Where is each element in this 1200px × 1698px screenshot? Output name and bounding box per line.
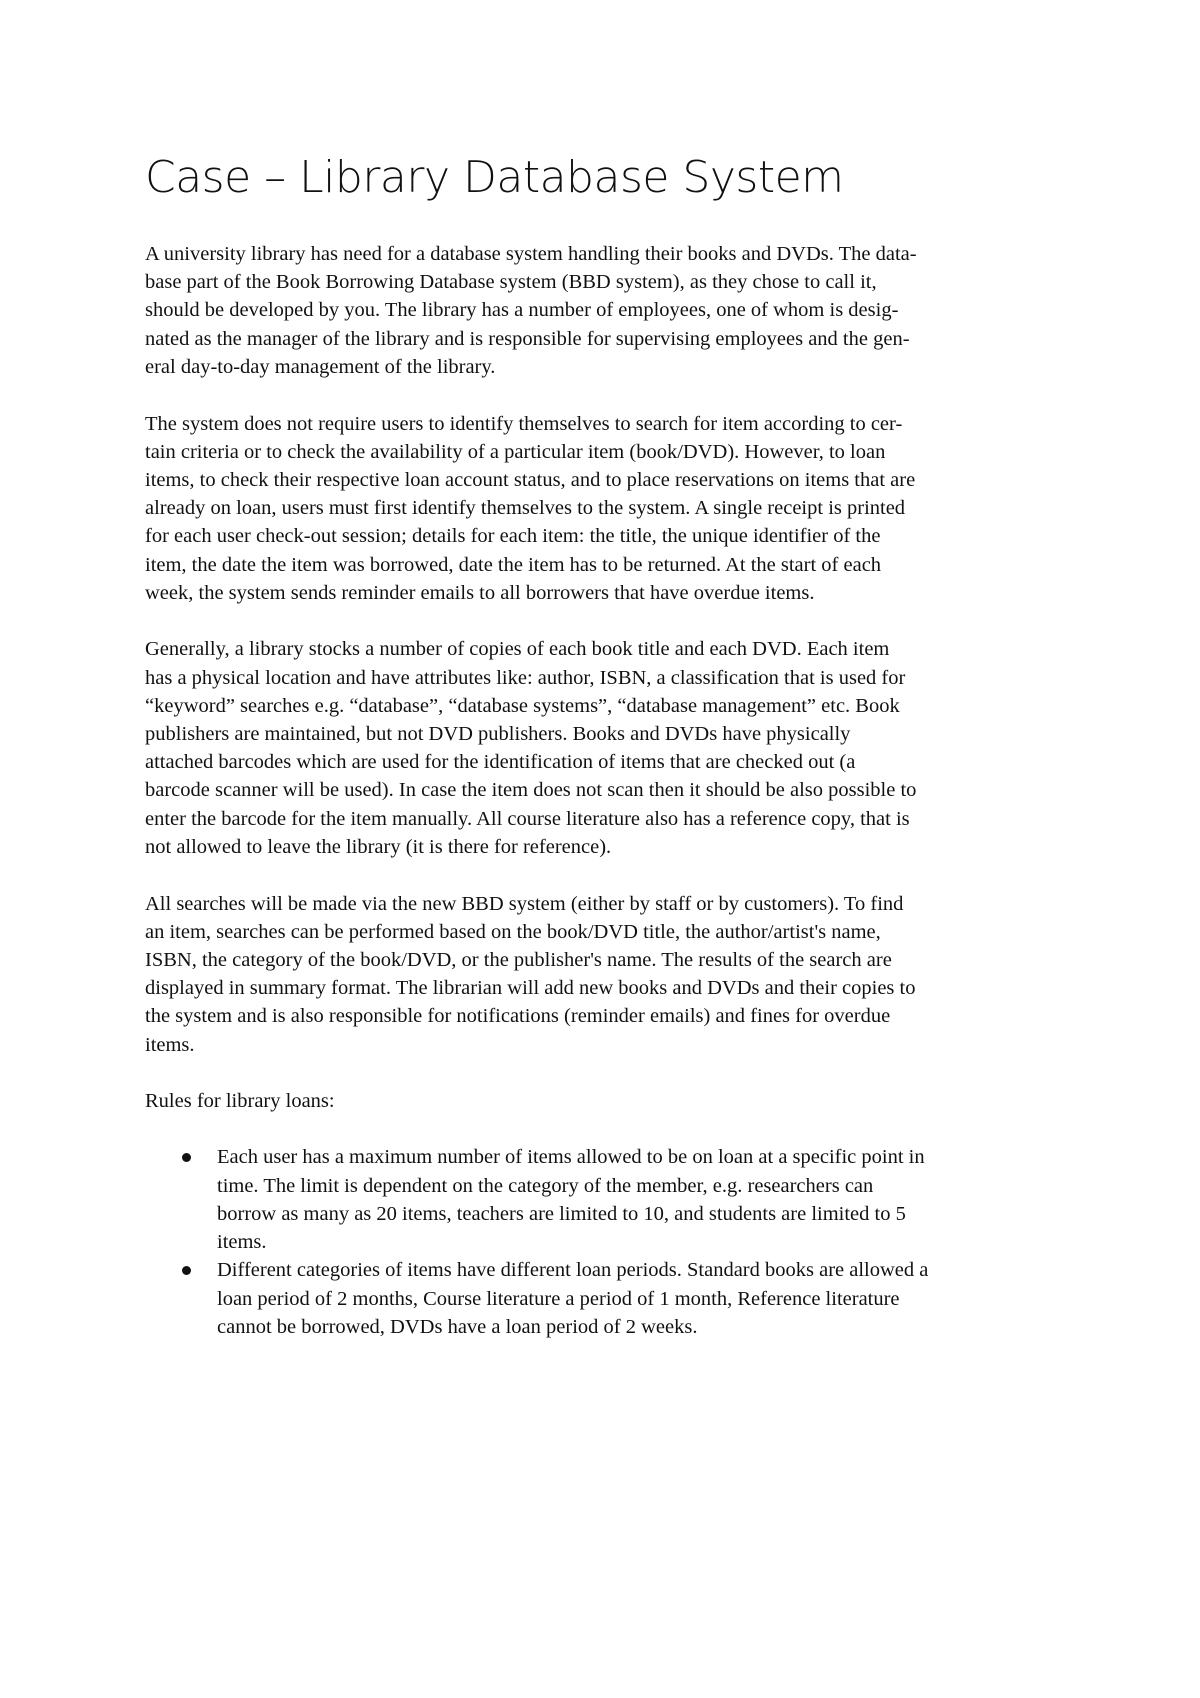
text-line: nated as the manager of the library and is responsible for supervising employees and the gen-: [145, 327, 910, 350]
text-line: has a physical location and have attributes like: author, ISBN, a classification that is used for: [145, 666, 906, 689]
text-line: All searches will be made via the new BBD system (either by staff or by customers). To find: [145, 892, 904, 915]
text-line: A university library has need for a database system handling their books and DVDs. The data-: [145, 243, 917, 265]
rules-list: [145, 1143, 1065, 1340]
text-line: for each user check-out session; details for each item: the title, the unique identifier of the: [145, 525, 881, 548]
text-line: loan period of 2 months, Course literature a period of 1 month, Reference literature: [217, 1287, 900, 1310]
text-line: week, the system sends reminder emails to all borrowers that have overdue items.: [145, 581, 815, 604]
text-line: attached barcodes which are used for the identification of items that are checked out (a: [145, 751, 856, 774]
page-title: Case – Library Database System: [145, 152, 844, 203]
list-item: [145, 1143, 1065, 1256]
text-line: items, to check their respective loan account status, and to place reservations on items that are: [145, 468, 916, 491]
text-line: Each user has a maximum number of items allowed to be on loan at a specific point in: [217, 1146, 925, 1169]
text-line: “keyword” searches e.g. “database”, “database systems”, “database management” etc. Book: [145, 694, 900, 717]
text-line: The system does not require users to identify themselves to search for item according to cer-: [145, 412, 903, 435]
text-line: cannot be borrowed, DVDs have a loan period of 2 weeks.: [217, 1315, 698, 1338]
text-line: the system and is also responsible for notifications (reminder emails) and fines for overdue: [145, 1005, 891, 1028]
text-line: displayed in summary format. The librarian will add new books and DVDs and their copies to: [145, 977, 916, 1000]
text-line: Generally, a library stocks a number of copies of each book title and each DVD. Each item: [145, 638, 890, 661]
paragraph-intro: [145, 240, 1065, 381]
text-line: tain criteria or to check the availability of a particular item (book/DVD). However, to loan: [145, 440, 886, 463]
paragraph-items: [145, 635, 1065, 861]
text-line: an item, searches can be performed based on the book/DVD title, the author/artist's name,: [145, 920, 881, 943]
rules-heading: Rules for library loans:: [145, 1090, 335, 1113]
bullet-icon: [182, 1266, 191, 1275]
document-content: [145, 150, 1065, 1341]
text-line: publishers are maintained, but not DVD publishers. Books and DVDs have physically: [145, 723, 851, 746]
text-line: borrow as many as 20 items, teachers are limited to 10, and students are limited to 5: [217, 1202, 906, 1225]
text-line: items.: [217, 1231, 267, 1254]
text-line: base part of the Book Borrowing Database system (BBD system), as they chose to call it,: [145, 271, 877, 294]
text-line: items.: [145, 1033, 195, 1056]
text-line: already on loan, users must first identify themselves to the system. A single receipt is printed: [145, 497, 906, 520]
paragraph-searches: [145, 890, 1065, 1059]
text-line: eral day-to-day management of the library.: [145, 355, 496, 378]
text-line: time. The limit is dependent on the category of the member, e.g. researchers can: [217, 1174, 874, 1197]
text-line: enter the barcode for the item manually. All course literature also has a reference copy, that is: [145, 807, 910, 830]
text-line: should be developed by you. The library has a number of employees, one of whom is desig-: [145, 299, 899, 322]
list-item: [145, 1256, 1065, 1341]
text-line: ISBN, the category of the book/DVD, or the publisher's name. The results of the search are: [145, 948, 892, 971]
text-line: not allowed to leave the library (it is there for reference).: [145, 835, 612, 858]
bullet-icon: [182, 1153, 191, 1162]
text-line: item, the date the item was borrowed, date the item has to be returned. At the start of each: [145, 553, 882, 576]
text-line: Different categories of items have different loan periods. Standard books are allowed a: [217, 1259, 929, 1282]
paragraph-identification: [145, 410, 1065, 607]
text-line: barcode scanner will be used). In case the item does not scan then it should be also possible to: [145, 779, 917, 802]
